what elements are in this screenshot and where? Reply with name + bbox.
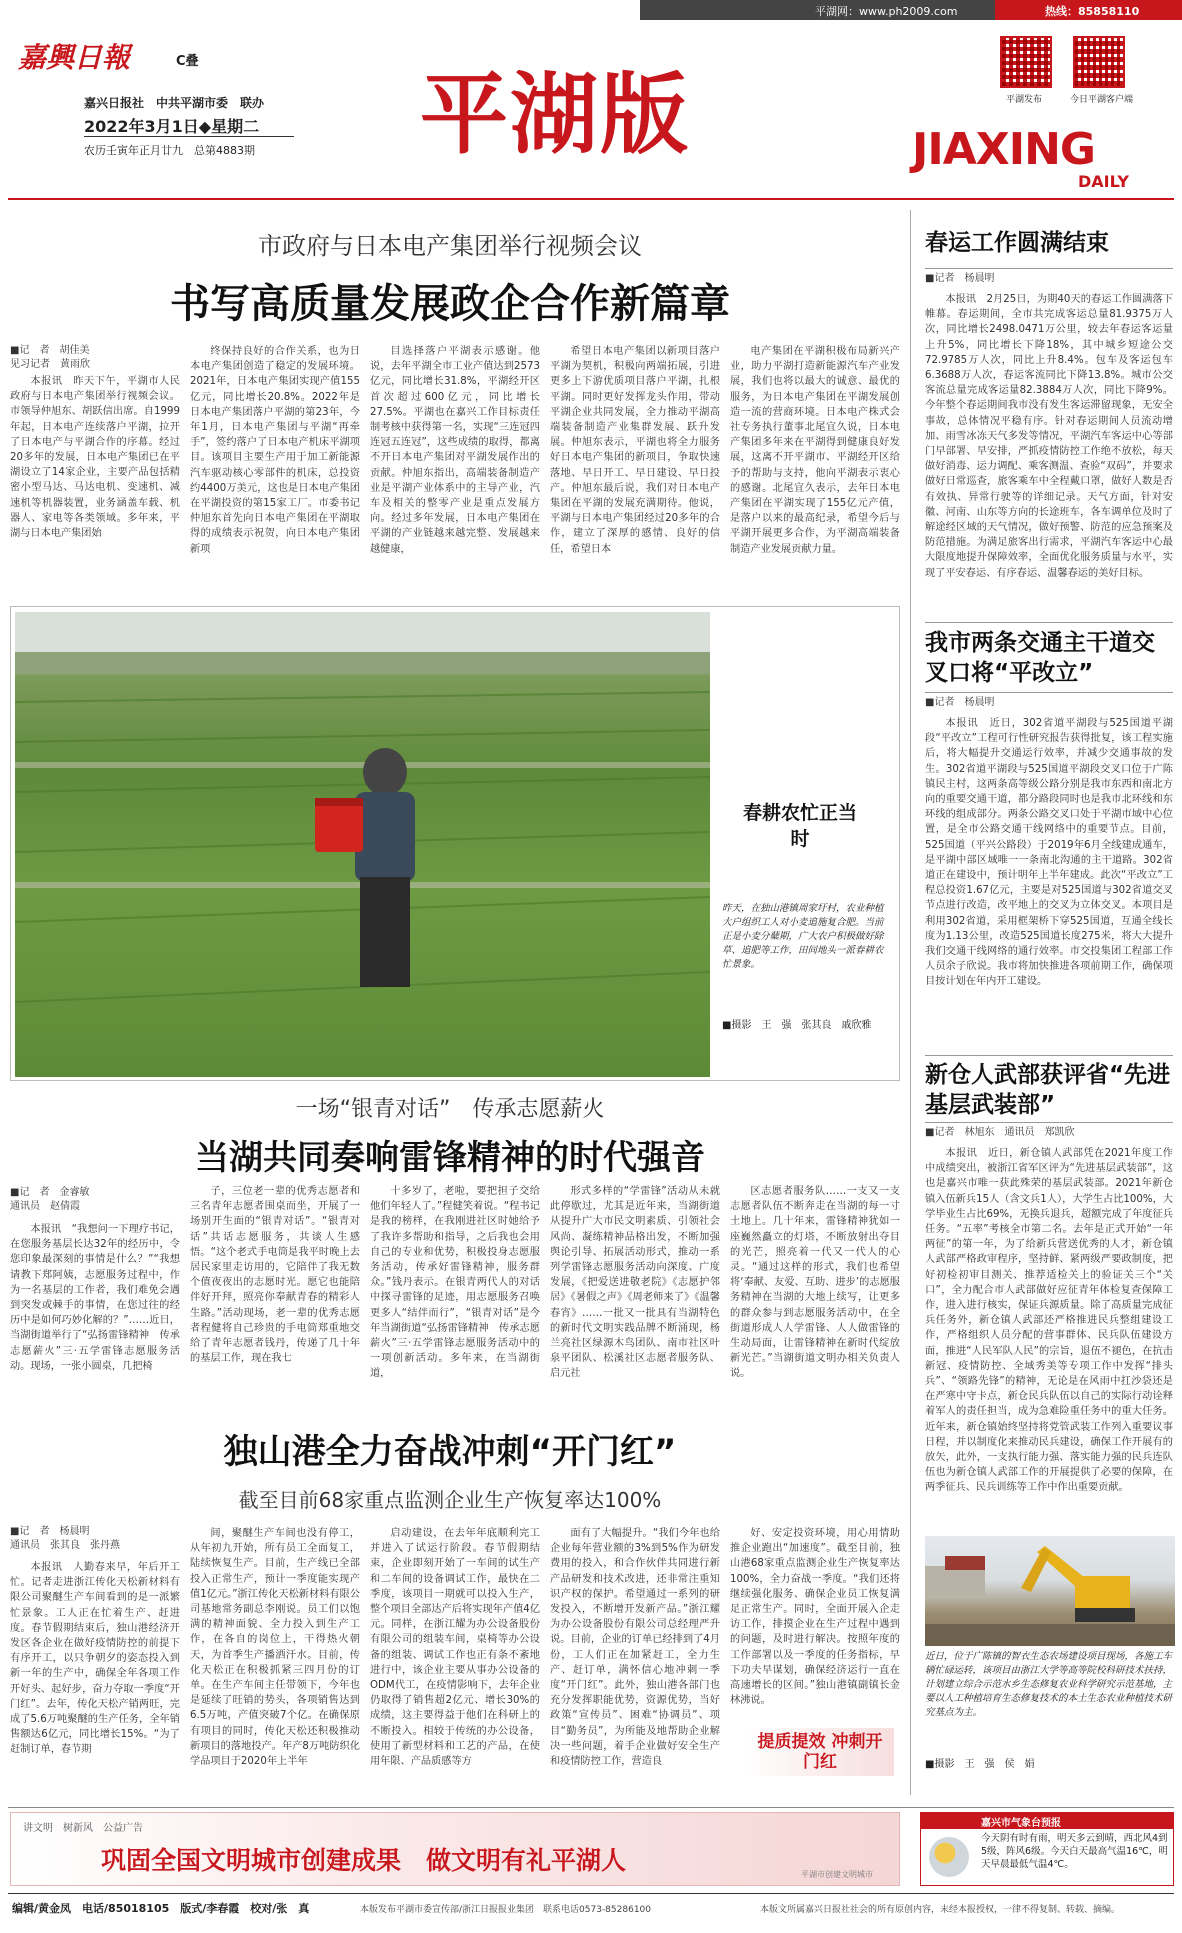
byline-line: ■记 者 杨晨明 — [10, 1526, 90, 1537]
main-photo — [15, 612, 710, 1077]
lead-headline: 书写高质量发展政企合作新篇章 — [170, 281, 730, 327]
publishers: 嘉兴日报社 中共平湖市委 联办 — [84, 96, 265, 110]
lead-column: 终保持良好的合作关系，也为日本电产集团创造了稳定的发展环境。2021年，日本电产集团实现产值155亿元，同比增长20.8%。2022年是日本电产集团落户平湖的第23年，今年1月，日本电产集团与平湖“再牵手”，签约落户了日本电产机床平湖项目。该项目主要生产用于加工新能源汽车驱动核心零部件的机床，总投资约4400万美元，这也是日本电产集团在平湖投资的第15家工厂。市委书记仲旭东首先向日本电产集团在平湖取得的成绩表示祝贺，向日本电产集团新项 — [190, 346, 360, 555]
story3-column: 间，聚醚生产车间也没有停工，从年初九开始，所有员工全面复工，陆续恢复生产。目前，生产线已全部投入正常生产，预计一季度能实现产值1亿元。”浙江传化天松新材料有限公司基地常务副总李刚说。员工们以饱满的精神面貌、全力投入到生产工作，在各自的岗位上，干得热火朝天，为首季生产播洒汗水。目前，传化天松正在积极抓紧三四月份的订单。在生产车间主任带领下，今年也是延续了旺销的势头，各项销售达到6.5万吨，产值突破7个亿。在确保原有项目的同时，传化天松还积极推动新项目的落地投产。年产8万吨防织化学品项目于2020年上半年 — [190, 1528, 360, 1768]
brand-en-2: DAILY — [1078, 172, 1129, 191]
photo-caption: 昨天，在独山港镇周家圩村，农业种植大户组织工人对小麦追施复合肥。当前正是小麦分蘖期，广大农户积极做好除草、追肥等工作，田间地头一派春耕农忙景象。 — [722, 903, 884, 970]
sidebar-s3-body: 本报讯 近日，新仓镇人武部凭在2021年度工作中成绩突出，被浙江省军区评为“先进基层武装部”，这也是嘉兴市唯一获此殊荣的基层武装部。2021年新仓镇入伍新兵15人（含文兵1人），大学生占比100%，大学毕业生占比69%，无换兵退兵，超额完成了年度征兵任务。“五率”考核全市第二名。去年是正式开始“一年两征”的第一年，为了给新兵营送优秀的人才，新仓镇人武部严格政审程序，坚持鲜、紧两级严要政制度，把好初检初审目测关、推荐适检关上的验证关三个“关口”，全力配合市人武部做好应征青年体检复查保障工作，进入进行核实，保证兵源质量。除了高质量完成征兵任务外，新仓镇人武部还严格推进民兵整组建设工作，严格组织人员分配的营事群体、民兵队伍建设方面，推进“人民军队人民”的宗旨，退伍不褪色，在抗击新冠、疫情防控、全域秀美等专项工作中发挥“排头兵”、“领路先锋”的精神，无论是在风雨中扛沙袋还是在严寒中守卡点，新仓民兵队伍以自己的实际行动诠释着军人的责任担当，成为急难险重任务中的重大任务。近年来，新仓镇始终坚持将党管武装工作列入重要议事日程，并以制度化来推动民兵建设，确保工作开展有的放矢，此外，一支执行能力强、落实能力强的民兵连队伍也为新仓镇人武部工作的开展提供了必要的保障，在两季征兵、民兵训练等工作中作出重要贡献。 — [925, 1148, 1173, 1494]
story2-headline: 当湖共同奏响雷锋精神的时代强音 — [195, 1138, 705, 1178]
masthead-rule — [8, 198, 1174, 200]
sidebar-photo — [925, 1536, 1175, 1646]
banner-side-note: 平湖市创建文明城市 — [801, 1870, 873, 1879]
sidebar-sep-2 — [925, 1055, 1173, 1056]
bottom-rule — [8, 1807, 1174, 1808]
lead-column: 希望日本电产集团以新项目落户平湖为契机，积极向两端拓展，引进更多上下游优质项目落户平湖，扎根平湖。同时更好发挥龙头作用，带动平湖企业共同发展，全力推动平湖高端装备制造产业集群发展、跃升发展。仲旭东表示，平湖也将全力服务好日本电产集团的新项目，争取快速落地、早日开工、早日建设、早日投产。仲旭东最后说，我们对日本电产集团在平湖的发展充满期待。他说，平湖与日本电产集团经过20多年的合作，建立了深厚的感情、良好的信任，希望日本 — [550, 346, 720, 555]
edition-title: 平湖版 — [420, 62, 691, 166]
lead-kicker: 市政府与日本电产集团举行视频会议 — [258, 232, 642, 260]
byline-line: ■记 者 金睿敏 — [10, 1187, 90, 1198]
brand-en: JIAXING — [912, 124, 1096, 175]
weather-box — [920, 1812, 1174, 1886]
sidebar-s2-byline: ■记者 杨晨明 — [925, 697, 995, 708]
story2-kicker: 一场“银青对话” 传承志愿薪火 — [295, 1097, 605, 1122]
sidebar-s1-body: 本报讯 2月25日，为期40天的春运工作圆满落下帷幕。春运期间，全市共完成客运总量81.9375万人次，同比增长2498.0471万公里，较去年春运客运量上升5%，同比增长下降18%，其中城乡短途公交72.9785万人次，同比上升8.4%。包车及客运包车6.3688万人次，春运客流同比下降13.8%。城市公交客流总量完成客运量82.3884万人次，同比下降9%。今年整个春运期间我市没有发生客运滞留现象，无安全事故，总体情况平稳有序。针对春运期间人员流动增加、雨雪冰冻天气多发等情况，平湖汽车客运中心等部门早部署、早安排，严抓疫情防控工作绝不放松，每天做好消毒、运力调配、乘客测温、查验“双码”，并要求做好日常巡查，旅客乘车中全程戴口罩，做好人数是否有效执、异常行驶等的详细记录。天气方面，针对安徽、河南、山东等方向的长途班车，各车调单位及时了解途经区域的天气情况，做好预警、防范的应急预案及防范措施。为满足旅客出行需求，平湖汽车客运中心最大限度地提升保障效率，全面优化服务质量与水平，实现了平安春运、有序春运、温馨春运的美好目标。 — [925, 294, 1173, 579]
footer-rule — [8, 1893, 1174, 1894]
sidebar-s1-byline: ■记者 杨晨明 — [925, 273, 995, 284]
sidebar-s2-rule — [925, 692, 1173, 693]
byline-line: 通讯员 赵倩霞 — [10, 1201, 80, 1212]
story3-column: 好、安定投资环境，用心用情助推企业跑出“加速度”。截至目前，独山港68家重点监测企业生产恢复率达100%，全力奋战一季度。“我们还将继续强化服务、确保企业员工恢复满足正常生产。同时，全面开展入企走访工作，排摸企业在生产过程中遇到的问题，及时进行解决。按照年度的工作部署以及一季度的任务指标，早下功夫早谋划，确保经济运行一直在高速增长的区间。”独山港镇副镇长金林沸说。 — [730, 1528, 900, 1707]
story2-column: 形式多样的“学雷锋”活动从未就此停歇过，尤其是近年来，当湖街道从提升广大市民文明素质、引领社会风尚、凝练精神品格出发，不断加强舆论引导、拓展活动形式，推动一系列学雷锋志愿服务活动向深度、广度发展，《把爱送进敬老院》《志愿护邻居》《暑假之声》《周老师来了》《温馨春宵》……一批又一批具有当湖特色的新时代文明实践品牌不断涌现，杨兰亮社区绿源木鸟团队、南市社区叶泉平团队、松溪社区志愿者服务队、启元社 — [550, 1186, 720, 1380]
top-bar — [0, 0, 1182, 22]
sidebar-s2-body: 本报讯 近日，302省道平湖段与525国道平湖段“平改立”工程可行性研究报告获得批复，该工程实施后，将大幅提升交通运行效率，并减少交通事故的发生。302省道平湖段与525国道平湖段交叉口位于广陈镇民主村，这两条高等级公路分别是我市东西和南北方向的重要交通干道，都分路段同时也是我市北环线和东环线的组成部分。两条公路交叉口处于平湖市域中心位置，是全市公路交通干线网络中的重要节点。目前，525国道（平兴公路段）于2019年6月全线建成通车，是平湖中部区域唯一一条南北沟通的主干道路。302省道正在建设中，预计明年上半年建成。此次“平改立”工程总投资1.67亿元，主要是对525国道与302省道交叉节点进行改造，改平地上的交叉为立体交叉。本项目是利用302省道，采用框架桥下穿525国道，互通全线长度为1.13公里，改造525国道长度275米，将大大提升我们交通干线网络的通行效率。市交投集团工程部工作人员余子欣说。我市将加快推进各项前期工作，确保项目按计划在年内开工建设。 — [925, 718, 1173, 988]
story3-byline — [10, 1525, 160, 1553]
footer-editor: 编辑/黄金凤 电话/85018105 版式/李春霞 校对/张 真 — [12, 1902, 310, 1915]
story3-column: 本报讯 人勤春来早，年后开工忙。记者走进浙江传化天松新材料有限公司聚醚生产车间看到的是一派繁忙景象。工人正在忙着生产、赶进度。春节假期结束后，独山港经济开发区各企业在做好疫情防控的前提下有序开工，以只争朝夕的姿态投入到新一年的生产中，确保全年各项工作开好头、起好步，奋力夺取一季度“开门红”。去年，传化天松产销两旺，完成了5.6万吨聚醚的生产任务，全年销售额达6亿元，同比增长15%。“为了赶制订单，春节期 — [10, 1562, 180, 1756]
weather-text: 今天阴有时有雨，明天多云到晴，西北风4到5级，阵风6级。今天白天最高气温16℃，明天早晨最低气温4℃。 — [981, 1833, 1168, 1870]
excavator-photo-svg — [925, 1536, 1175, 1646]
story3-subhead: 截至目前68家重点监测企业生产恢复率达100% — [238, 1488, 662, 1512]
story2-column: 本报讯 “我想问一下理疗书记，在您服务基层长达32年的经历中，令您印象最深刻的事情是什么？”“我想请教下郑阿姨，志愿服务过程中，作为一名基层的工作者，我们难免会遇到突发或棘手的事情，在您过往的经历中是如何巧妙化解的？”……近日，当湖街道举行了“弘扬雷锋精神 传承志愿薪火”三·五学雷锋志愿服务活动。现场，一张小圆桌，几把椅 — [10, 1224, 180, 1372]
banner-tag: 讲文明 树新风 公益广告 — [23, 1823, 143, 1834]
lead-column: 目选择落户平湖表示感谢。他说，去年平湖全市工业产值达到2573亿元，同比增长31.8%，平湖经开区首次超过600亿元，同比增长27.5%。平湖也在嘉兴工作目标责任制考核中获得第一名，实现“三连冠四连冠五连冠”，这些成绩的取得，都离不开日本电产集团对平湖发展作出的贡献。仲旭东指出，高端装备制造产业是平湖产业体系中的主导产业，汽车及相关的整零产业是重点发展方向。经过多年发展，日本电产集团在平湖的产业链越来越完整、发展越来越健康， — [370, 346, 540, 555]
weather-icon — [929, 1837, 969, 1877]
sidebar-photo-caption: 近日，位于广陈镇的智衣生态农场建设项目现场，各施工车辆忙碌运转，该项目由浙江大学等高等院校科研技术扶持，计划建立综合示范水乡生态修复农业科学研究示范基地，主要以人工种植培育生态修复技术的本土生态农业种植技术研究基点为主。 — [925, 1651, 1173, 1718]
masthead — [0, 22, 1182, 200]
sidebar-s2-title: 我市两条交通主干道交叉口将“平改立” — [925, 630, 1155, 686]
qr-label-1: 平湖发布 — [1006, 95, 1043, 105]
story2-column: 十多岁了，老啦，要把担子交给他们年轻人了。”程健笑着说。“程书记是我的榜样，在我刚进社区时她给予了我许多帮助和指导，之后我也会用自己的专业和优势，积极投身志愿服务活动，传承好雷锋精神，服务群众。”钱丹表示。在银青两代人的对话中探寻雷锋的足迹，用志愿服务召唤更多人“结伴而行”，“银青对话”是今年当湖街道“弘扬雷锋精神 传承志愿薪火”三·五学雷锋志愿服务活动中的一项创新活动。多年来，在当湖街道， — [370, 1186, 540, 1380]
sidebar-s3-byline: ■记者 林旭东 通讯员 郑凯欣 — [925, 1127, 1075, 1138]
qr-code-1 — [1000, 36, 1052, 88]
banner-text: 巩固全国文明城市创建成果 做文明有礼平湖人 — [101, 1846, 627, 1875]
photo-credit: ■摄影 王 强 张其良 戚欣雅 — [722, 1020, 872, 1031]
sidebar-s3-title: 新仓人武部获评省“先进基层武装部” — [925, 1062, 1171, 1118]
column-divider — [910, 210, 911, 1795]
lead-column: 本报讯 昨天下午，平湖市人民政府与日本电产集团举行视频会议。市领导仲旭东、胡跃信出席。自1999年起，日本电产连续落户平湖，拉开了日本电产与平湖合作的序幕。经过20多年的发展，日本电产集团已在平湖设立了14家企业，主要产品包括精密小型马达、马达电机、变速机、减速机等机器装置，业务涵盖车载、机器人、家电等各类领域。多年来，平湖与日本电产集团始 — [10, 376, 180, 540]
story2-byline — [10, 1186, 160, 1214]
story3-headline: 独山港全力奋战冲刺“开门红” — [223, 1432, 677, 1472]
story2-column: 区志愿者服务队……一支又一支志愿者队伍不断奔走在当湖的每一寸土地上。几十年来，雷锋精神犹如一座巍然矗立的灯塔，不断放射出夺目的光芒，照亮着一代又一代人的心灵。“通过这样的形式，我们也希望将‘奉献、友爱、互助、进步’的志愿服务精神在当湖的大地上续写，让更多的群众参与到志愿服务活动中，在全街道形成人人学雷锋、人人做雷锋的生动局面，让雷锋精神在新时代绽放新光芒。”当湖街道文明办相关负责人说。 — [730, 1186, 900, 1380]
sidebar-s3-rule — [925, 1122, 1173, 1123]
weather-head: 嘉兴市气象台预报 — [981, 1818, 1061, 1829]
paper-logo: 嘉興日報 — [18, 41, 131, 74]
lead-byline — [10, 344, 170, 372]
badge-text: 提质提效 冲刺开门红 — [757, 1732, 883, 1772]
photo-title: 春耕农忙正当时 — [742, 802, 857, 850]
byline-line: 通讯员 张其良 张丹燕 — [10, 1540, 120, 1551]
sidebar-s1-rule — [925, 268, 1173, 269]
qr-code-2 — [1073, 36, 1125, 88]
footer-rights: 本版文所属嘉兴日报社社会的所有原创内容，未经本报授权，一律不得复制、转载、摘编。 — [760, 1905, 1121, 1915]
sidebar-photo-credit: ■摄影 王 强 侯 娟 — [925, 1759, 1035, 1770]
lunar-date: 农历壬寅年正月廿九 总第4883期 — [84, 144, 255, 157]
issue-date: 2022年3月1日◆星期二 — [84, 117, 260, 136]
byline-line: 见习记者 黄雨欣 — [10, 359, 90, 370]
story3-badge — [742, 1728, 894, 1776]
sidebar-s1-title: 春运工作圆满结束 — [925, 230, 1109, 256]
sidebar-sep-1 — [925, 622, 1173, 623]
story2-column: 子，三位老一辈的优秀志愿者和三名青年志愿者围桌而坐，开展了一场别开生面的“银青对话”。“银青对话”共话志愿服务，共谈人生感悟。“这个老式手电筒是我平时晚上去居民家里走访用的，它陪伴了我无数个值夜夜出的志愿时光。愿它也能陪伴好开拜，照亮你奉献青春的精彩人生路。”活动现场，老一辈的优秀志愿者程健将自己珍贵的手电筒郑重地交给了青年志愿者钱丹，传递了几十年的基层工作，现在我七 — [190, 1186, 360, 1365]
story3-column: 启动建设，在去年年底顺利完工并进入了试运行阶段。春节假期结束，企业即刻开始了一车间的试生产和二车间的设备调试工作，最快在二季度，该项目一期就可以投入生产，整个项目全部达产后将实现年产值4亿元。同样，在浙江耀为办公设备股份有限公司的组装车间，桌椅等办公设备的组装、调试工作也正有条不紊地进行中，该企业主要从事办公设备的ODM代工，在疫情影响下，去年企业仍取得了销售超2亿元、增长30%的成绩，这主要得益于他们在科研上的不断投入。相较于传统的办公设备，使用了新型材料和工艺的产品，在使用年限、产品质感等方 — [370, 1528, 540, 1768]
site-url: 平湖网：www.ph2009.com — [815, 5, 958, 18]
hotline: 热线：85858110 — [1045, 5, 1140, 18]
footer-notice: 本版发布平湖市委宣传部/浙江日报报业集团 联系电话0573-85286100 — [360, 1905, 651, 1915]
qr-label-2: 今日平湖客户端 — [1070, 95, 1134, 105]
date-rule — [84, 136, 294, 137]
field-photo-svg — [15, 612, 710, 1077]
civility-banner — [10, 1812, 900, 1886]
story3-column: 面有了大幅提升。“我们今年也给企业每年营业额的3%到5%作为研发费用的投入，和合作伙伴共同进行新产品研发和技术改进，还非常注重知识产权的保护。希望通过一系列的研发投入，不断增开发新产品。”浙江耀为办公设备股份有限公司总经理严升说。目前，企业的订单已经排到了4月份，工人们正在加紧赶工，全力生产、赶订单，满怀信心地冲刺一季度“开门红”。此外，独山港各部门也充分发挥职能优势，资源优势，当好政策“宣传员”、困难“协调员”、项目“勤务员”，为所能及地帮助企业解决一些问题，着手企业做好安全生产和疫情防控工作，营造良 — [550, 1528, 720, 1768]
c-mark: C叠 — [176, 54, 199, 69]
byline-line: ■记 者 胡佳美 — [10, 345, 90, 356]
lead-column: 电产集团在平湖积极布局新兴产业，助力平湖打造新能源汽车产业发展，我们也将以最大的诚意、最优的服务，为日本电产集团在平湖发展创造一流的营商环境。日本电产株式会社专务执行董事北尾宜久说，日本电产集团多年来在平湖得到健康良好发展，这离不开平湖市、平湖经开区给予的帮助与支持，他向平湖表示衷心的感谢。北尾宜久表示，去年日本电产集团在平湖实现了155亿元产值，是落户以来的最高纪录，希望今后与平湖开展更多合作，为平湖高端装备制造产业发展贡献力量。 — [730, 346, 900, 555]
